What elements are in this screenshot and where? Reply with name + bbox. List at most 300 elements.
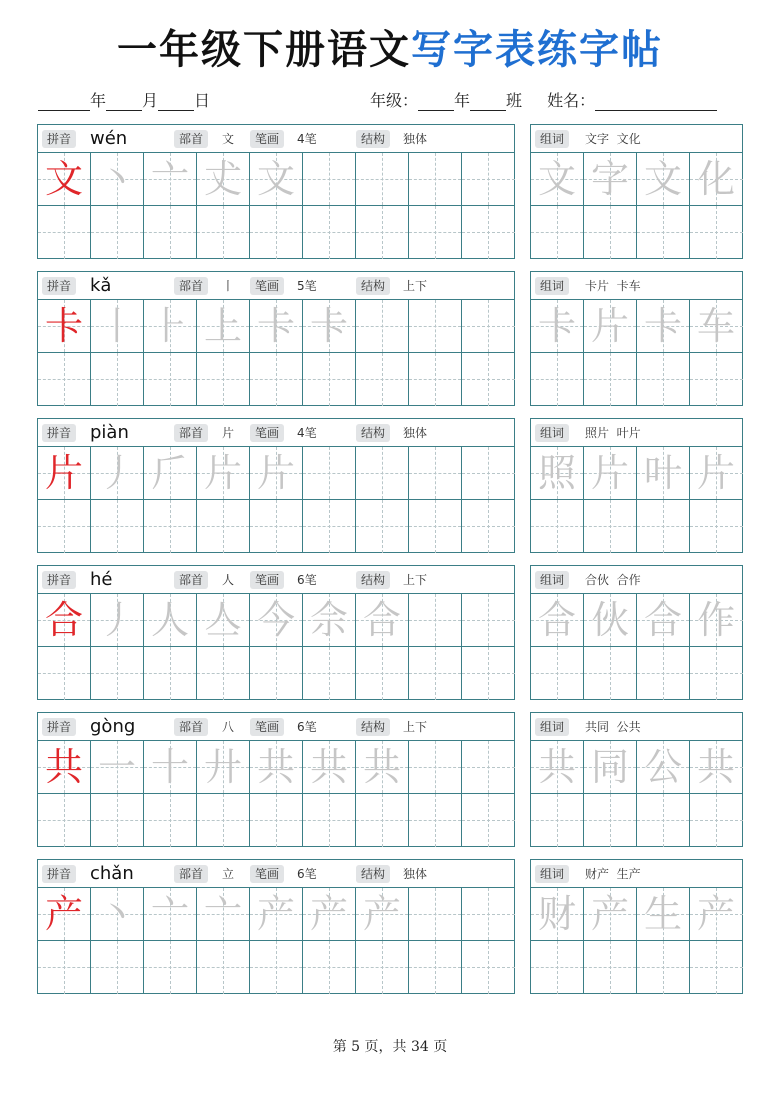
pinyin-tag: 拼音 [42,718,76,736]
writing-cell[interactable] [250,447,303,500]
writing-cell[interactable] [197,353,250,406]
pinyin-value: chǎn [90,863,134,884]
writing-cell[interactable] [38,741,91,794]
writing-cell[interactable] [356,888,409,941]
stroke-step-character: 产 [309,892,348,936]
radical-tag: 部首 [174,424,208,442]
writing-cell[interactable] [250,500,303,553]
day-blank[interactable] [158,93,194,111]
writing-cell[interactable] [38,206,91,259]
writing-cell[interactable] [531,353,584,406]
word-trace-character: 合 [537,598,576,642]
writing-cell[interactable] [144,500,197,553]
words-card-3 [530,565,743,700]
strokes-tag: 笔画 [250,277,284,295]
stroke-step-character: 丨 [97,304,136,348]
grade-blank[interactable] [418,93,454,111]
writing-cell[interactable] [409,888,462,941]
writing-cell[interactable] [144,941,197,994]
writing-cell[interactable] [462,941,515,994]
writing-cell[interactable] [690,300,743,353]
stroke-step-character: 丿 [97,598,136,642]
words-tag: 组词 [535,571,569,589]
writing-cell[interactable] [531,206,584,259]
writing-cell[interactable] [303,941,356,994]
class-label: 班 [506,91,523,110]
writing-cell[interactable] [38,794,91,847]
word-trace-character: 车 [696,304,735,348]
stroke-step-character: 一 [97,745,136,789]
writing-cell[interactable] [197,206,250,259]
character-card-4 [37,712,515,847]
word-trace-character: 产 [590,892,629,936]
writing-cell[interactable] [462,888,515,941]
words-header [531,713,742,741]
stroke-step-character: 亠 [203,892,242,936]
strokes-value: 6笔 [297,720,317,734]
writing-cell[interactable] [462,594,515,647]
words-header [531,566,742,594]
writing-cell[interactable] [144,153,197,206]
character-card-3 [37,565,515,700]
writing-cell[interactable] [91,206,144,259]
card-header [38,713,514,741]
words-tag: 组词 [535,865,569,883]
radical-value: 文 [222,132,235,146]
writing-cell[interactable] [690,206,743,259]
writing-cell[interactable] [303,353,356,406]
writing-cell[interactable] [303,447,356,500]
structure-value: 独体 [403,426,428,440]
writing-cell[interactable] [531,300,584,353]
writing-cell[interactable] [197,941,250,994]
card-header [38,272,514,300]
structure-tag: 结构 [356,865,390,883]
words-card-0 [530,124,743,259]
radical-value: 人 [222,573,235,587]
writing-cell[interactable] [409,353,462,406]
stroke-step-character: 丿 [97,451,136,495]
writing-cell[interactable] [303,741,356,794]
writing-cell[interactable] [303,594,356,647]
writing-cell[interactable] [409,594,462,647]
writing-cell[interactable] [197,153,250,206]
grade-year-label: 年 [454,91,471,110]
card-header [38,566,514,594]
writing-cell[interactable] [144,594,197,647]
stroke-step-character: 产 [362,892,401,936]
writing-cell[interactable] [409,300,462,353]
radical-value: 片 [222,426,235,440]
writing-cell[interactable] [637,153,690,206]
writing-cell[interactable] [144,741,197,794]
writing-cell[interactable] [356,206,409,259]
structure-value: 上下 [403,573,428,587]
writing-cell[interactable] [250,647,303,700]
writing-cell[interactable] [250,206,303,259]
stroke-step-character: 文 [256,157,295,201]
pinyin-value: wén [90,128,128,149]
page-title [0,22,780,78]
strokes-value: 6笔 [297,573,317,587]
writing-cell[interactable] [462,647,515,700]
writing-cell[interactable] [144,300,197,353]
writing-cell[interactable] [197,647,250,700]
radical-tag: 部首 [174,865,208,883]
pinyin-tag: 拼音 [42,865,76,883]
pinyin-tag: 拼音 [42,571,76,589]
word-trace-character: 字 [590,157,629,201]
writing-cell[interactable] [584,353,637,406]
writing-cell[interactable] [637,741,690,794]
title-part-blue: 写字表练字帖 [411,27,663,73]
writing-cell[interactable] [637,206,690,259]
radical-tag: 部首 [174,130,208,148]
writing-cell[interactable] [144,888,197,941]
writing-cell[interactable] [303,647,356,700]
writing-cell[interactable] [38,353,91,406]
words-tag: 组词 [535,130,569,148]
writing-cell[interactable] [144,206,197,259]
words-card-2 [530,418,743,553]
writing-cell[interactable] [91,353,144,406]
stroke-step-character: 片 [203,451,242,495]
structure-value: 上下 [403,279,428,293]
stroke-step-character: 今 [256,598,295,642]
writing-cell[interactable] [409,447,462,500]
character-card-1 [37,271,515,406]
stroke-step-character: 佘 [309,598,348,642]
writing-cell[interactable] [637,794,690,847]
writing-cell[interactable] [409,794,462,847]
info-line [38,88,740,112]
date-fields [38,88,210,111]
grade-label: 年级： [370,91,419,110]
writing-cell[interactable] [356,353,409,406]
writing-cell[interactable] [531,794,584,847]
word-trace-character: 卡 [537,304,576,348]
strokes-value: 4笔 [297,426,317,440]
character-card-2 [37,418,515,553]
writing-cell[interactable] [356,153,409,206]
words-tag: 组词 [535,424,569,442]
words-card-5 [530,859,743,994]
writing-cell[interactable] [38,447,91,500]
words-value: 合伙 合作 [585,573,641,587]
writing-cell[interactable] [531,941,584,994]
writing-cell[interactable] [38,500,91,553]
writing-cell[interactable] [531,594,584,647]
writing-cell[interactable] [356,941,409,994]
writing-cell[interactable] [409,647,462,700]
card-header [38,419,514,447]
writing-cell[interactable] [144,447,197,500]
writing-cell[interactable] [356,300,409,353]
writing-cell[interactable] [531,500,584,553]
word-trace-character: 共 [537,745,576,789]
writing-cell[interactable] [637,941,690,994]
class-blank[interactable] [470,93,506,111]
writing-cell[interactable] [409,741,462,794]
writing-cell[interactable] [197,794,250,847]
structure-value: 独体 [403,132,428,146]
structure-tag: 结构 [356,277,390,295]
stroke-step-character: 产 [256,892,295,936]
writing-cell[interactable] [303,300,356,353]
writing-cell[interactable] [250,594,303,647]
writing-cell[interactable] [303,794,356,847]
writing-cell[interactable] [356,500,409,553]
strokes-value: 6笔 [297,867,317,881]
writing-cell[interactable] [690,447,743,500]
words-value: 照片 叶片 [585,426,641,440]
writing-cell[interactable] [637,500,690,553]
writing-cell[interactable] [462,353,515,406]
writing-cell[interactable] [356,447,409,500]
writing-cell[interactable] [303,500,356,553]
writing-cell[interactable] [690,353,743,406]
word-trace-character: 财 [537,892,576,936]
writing-cell[interactable] [584,153,637,206]
stroke-step-character: 卡 [309,304,348,348]
writing-cell[interactable] [91,594,144,647]
writing-cell[interactable] [197,300,250,353]
card-header [38,125,514,153]
writing-cell[interactable] [91,941,144,994]
day-label: 日 [194,91,211,110]
writing-cell[interactable] [250,794,303,847]
stroke-step-character: 共 [256,745,295,789]
writing-cell[interactable] [356,794,409,847]
writing-cell[interactable] [409,500,462,553]
structure-value: 上下 [403,720,428,734]
stroke-step-character: 上 [203,304,242,348]
writing-cell[interactable] [531,741,584,794]
word-trace-character: 产 [696,892,735,936]
writing-cell[interactable] [303,888,356,941]
writing-cell[interactable] [637,300,690,353]
pinyin-tag: 拼音 [42,130,76,148]
writing-cell[interactable] [584,500,637,553]
class-fields [370,88,717,111]
words-tag: 组词 [535,718,569,736]
writing-cell[interactable] [462,300,515,353]
writing-cell[interactable] [356,594,409,647]
writing-cell[interactable] [409,941,462,994]
words-value: 卡片 卡车 [585,279,641,293]
writing-cell[interactable] [462,794,515,847]
words-value: 共同 公共 [585,720,641,734]
writing-cell[interactable] [690,741,743,794]
word-trace-character: 公 [643,745,682,789]
writing-cell[interactable] [637,353,690,406]
writing-cell[interactable] [250,941,303,994]
writing-cell[interactable] [250,153,303,206]
word-trace-character: 片 [590,451,629,495]
stroke-step-character: 丶 [97,157,136,201]
writing-cell[interactable] [356,741,409,794]
writing-cell[interactable] [584,647,637,700]
model-character: 共 [44,745,83,789]
writing-cell[interactable] [584,888,637,941]
word-trace-character: 同 [590,745,629,789]
word-trace-character: 照 [537,451,576,495]
words-card-4 [530,712,743,847]
word-trace-character: 片 [696,451,735,495]
writing-cell[interactable] [250,300,303,353]
writing-cell[interactable] [637,447,690,500]
writing-cell[interactable] [690,888,743,941]
year-blank[interactable] [38,93,90,111]
model-character: 产 [44,892,83,936]
writing-cell[interactable] [584,300,637,353]
strokes-tag: 笔画 [250,424,284,442]
pinyin-tag: 拼音 [42,424,76,442]
writing-cell[interactable] [637,647,690,700]
stroke-step-character: 合 [362,598,401,642]
card-header [38,860,514,888]
radical-value: 立 [222,867,235,881]
writing-cell[interactable] [91,647,144,700]
writing-cell[interactable] [38,647,91,700]
writing-cell[interactable] [690,941,743,994]
writing-cell[interactable] [531,153,584,206]
stroke-step-character: 人 [150,598,189,642]
writing-cell[interactable] [584,794,637,847]
writing-cell[interactable] [637,594,690,647]
writing-cell[interactable] [91,447,144,500]
writing-cell[interactable] [637,888,690,941]
structure-value: 独体 [403,867,428,881]
writing-cell[interactable] [531,888,584,941]
writing-cell[interactable] [250,353,303,406]
radical-tag: 部首 [174,718,208,736]
words-value: 财产 生产 [585,867,641,881]
words-header [531,272,742,300]
pinyin-value: hé [90,569,113,590]
writing-cell[interactable] [91,794,144,847]
writing-cell[interactable] [409,153,462,206]
radical-value: 丨 [222,279,235,293]
stroke-step-character: 共 [309,745,348,789]
writing-cell[interactable] [690,594,743,647]
writing-cell[interactable] [462,206,515,259]
strokes-tag: 笔画 [250,130,284,148]
writing-cell[interactable] [462,500,515,553]
word-trace-character: 叶 [643,451,682,495]
writing-cell[interactable] [250,741,303,794]
writing-cell[interactable] [144,353,197,406]
writing-cell[interactable] [91,153,144,206]
writing-cell[interactable] [303,153,356,206]
writing-cell[interactable] [690,153,743,206]
structure-tag: 结构 [356,130,390,148]
writing-cell[interactable] [409,206,462,259]
writing-cell[interactable] [250,888,303,941]
word-trace-character: 文 [643,157,682,201]
words-value: 文字 文化 [585,132,641,146]
writing-cell[interactable] [462,447,515,500]
strokes-value: 4笔 [297,132,317,146]
stroke-step-character: 卡 [256,304,295,348]
writing-cell[interactable] [144,794,197,847]
writing-cell[interactable] [531,447,584,500]
word-trace-character: 伙 [590,598,629,642]
writing-cell[interactable] [91,888,144,941]
writing-cell[interactable] [144,647,197,700]
writing-cell[interactable] [38,300,91,353]
stroke-step-character: 𠂆 [150,451,189,495]
writing-cell[interactable] [197,741,250,794]
writing-cell[interactable] [91,741,144,794]
writing-cell[interactable] [38,153,91,206]
word-trace-character: 作 [696,598,735,642]
year-label: 年 [90,91,107,110]
writing-cell[interactable] [91,300,144,353]
writing-cell[interactable] [197,888,250,941]
writing-cell[interactable] [584,941,637,994]
strokes-tag: 笔画 [250,865,284,883]
writing-cell[interactable] [356,647,409,700]
structure-tag: 结构 [356,718,390,736]
strokes-value: 5笔 [297,279,317,293]
stroke-step-character: 共 [362,745,401,789]
month-blank[interactable] [106,93,142,111]
writing-cell[interactable] [197,500,250,553]
radical-value: 八 [222,720,235,734]
title-part-black: 一年级下册语文 [117,27,411,73]
words-card-1 [530,271,743,406]
stroke-step-character: 十 [150,745,189,789]
words-header [531,125,742,153]
month-label: 月 [142,91,159,110]
words-header [531,860,742,888]
name-blank[interactable] [595,93,717,111]
writing-cell[interactable] [197,447,250,500]
writing-cell[interactable] [91,500,144,553]
writing-cell[interactable] [197,594,250,647]
model-character: 合 [44,598,83,642]
writing-cell[interactable] [38,941,91,994]
pinyin-value: kǎ [90,275,112,296]
radical-tag: 部首 [174,571,208,589]
writing-cell[interactable] [531,647,584,700]
name-label: 姓名： [547,91,596,110]
model-character: 片 [44,451,83,495]
pinyin-value: gòng [90,716,136,737]
writing-cell[interactable] [38,594,91,647]
writing-cell[interactable] [584,741,637,794]
writing-cell[interactable] [584,206,637,259]
writing-cell[interactable] [38,888,91,941]
stroke-step-character: 亠 [150,892,189,936]
stroke-step-character: 片 [256,451,295,495]
writing-cell[interactable] [303,206,356,259]
writing-cell[interactable] [690,647,743,700]
writing-cell[interactable] [584,447,637,500]
word-trace-character: 片 [590,304,629,348]
writing-cell[interactable] [584,594,637,647]
pinyin-value: piàn [90,422,129,443]
radical-tag: 部首 [174,277,208,295]
writing-cell[interactable] [690,794,743,847]
writing-cell[interactable] [690,500,743,553]
writing-cell[interactable] [462,741,515,794]
stroke-step-character: ⺊ [150,304,189,348]
strokes-tag: 笔画 [250,718,284,736]
word-trace-character: 共 [696,745,735,789]
writing-cell[interactable] [462,153,515,206]
